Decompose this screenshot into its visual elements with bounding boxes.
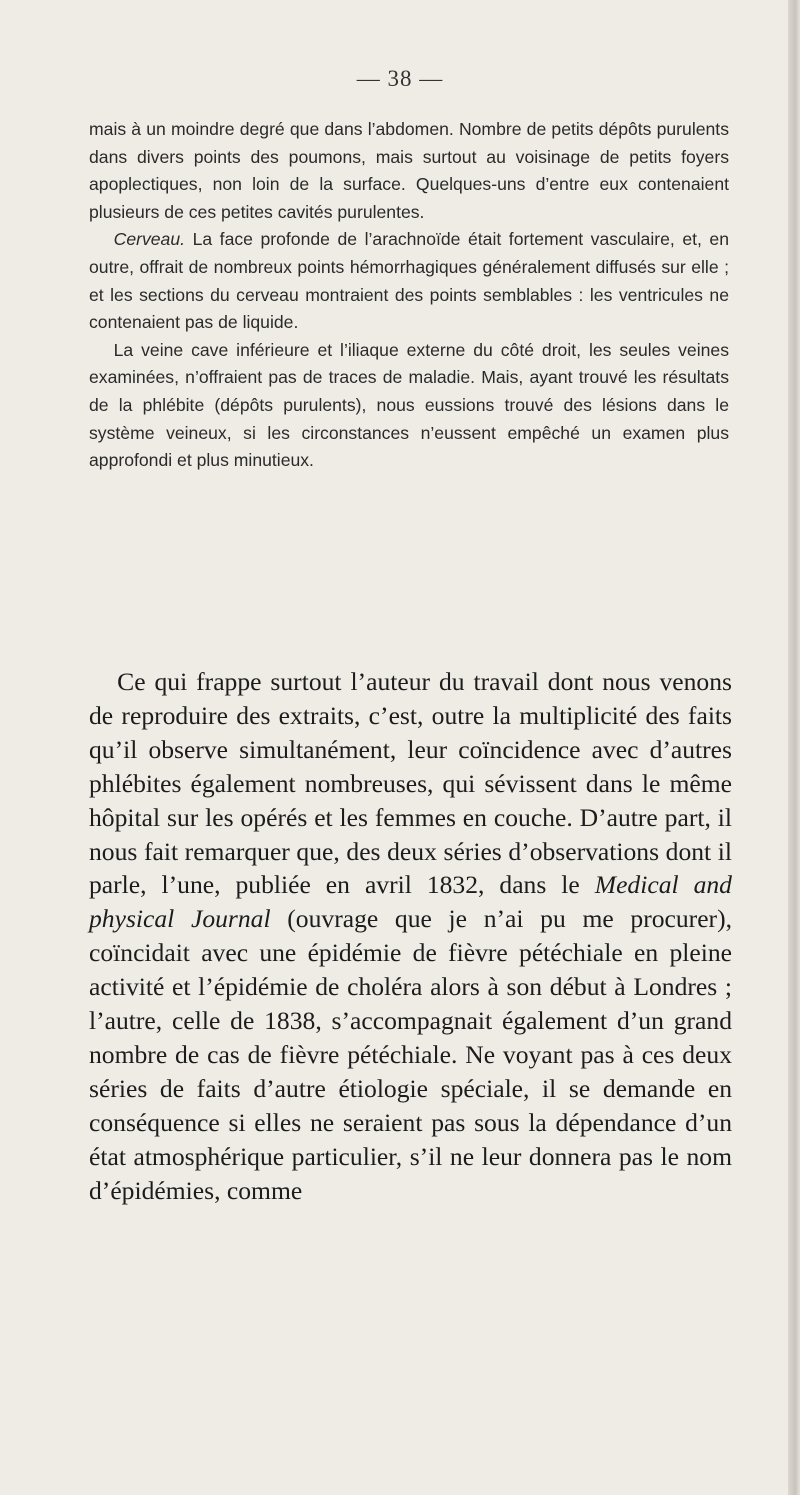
commentary (89, 665, 732, 1208)
brain-label: Cerveau. (113, 229, 186, 250)
paragraph-veins: La veine cave inférieure et l’iliaque externe du côté droit, les seules veines examinées, n’offraient pas de traces de maladie. Mais, ayant trouvé les résultats de la phlébite (dépôts purulents), nous eussions trouvé des lésions dans le système veineux, si les circonstances n’eussent empêché un examen plus approfondi et plus minutieux. (89, 339, 729, 471)
commentary-part1: Ce qui frappe surtout l’auteur du travail dont nous venons de reproduire des extraits, c’est, outre la multiplicité des faits qu’il observe simultanément, leur coïncidence avec d’autres phlébites également nombreuses, qui sévissent dans le même hôpital sur les opérés et les femmes en couche. D’autre part, il nous fait remarquer que, des deux séries d’observations dont il parle, l’une, publiée en avril 1832, dans le (89, 667, 732, 900)
commentary-part2: (ouvrage que je n’ai pu me procurer), coïncidait avec une épidémie de fièvre pétéchiale en pleine activité et l’épidémie de choléra alors à son début à Londres ; l’autre, celle de 1838, s’accompagnait également d’un grand nombre de cas de fièvre pétéchiale. Ne voyant pas à ces deux séries de faits d’autre étiologie spéciale, il se demande en conséquence si elles ne seraient pas sous la dépendance d’un état atmosphérique particulier, s’il ne leur donnera pas le nom d’épidémies, comme (89, 904, 732, 1205)
brain-text: La face profonde de l’arachnoïde était fortement vasculaire, et, en outre, offrait de nombreux points hémorrhagiques généralement diffusés sur elle ; et les sections du cerveau montraient des points semblables : les ventricules ne contenaient pas de liquide. (89, 229, 729, 333)
page-number: — 38 — (356, 66, 444, 91)
paragraph-brain (89, 226, 729, 336)
autopsy-notes (89, 116, 729, 475)
page-edge (788, 0, 800, 1495)
journal-title: Medical and physical Journal (89, 870, 732, 934)
paragraph-lungs: mais à un moindre degré que dans l’abdomen. Nombre de petits dépôts purulents dans divers points des poumons, mais surtout au voisinage de petits foyers apoplectiques, non loin de la surface. Quelques-uns d’entre eux contenaient plusieurs de ces petites cavités purulentes. (89, 119, 729, 222)
paragraph-commentary (89, 665, 732, 1208)
